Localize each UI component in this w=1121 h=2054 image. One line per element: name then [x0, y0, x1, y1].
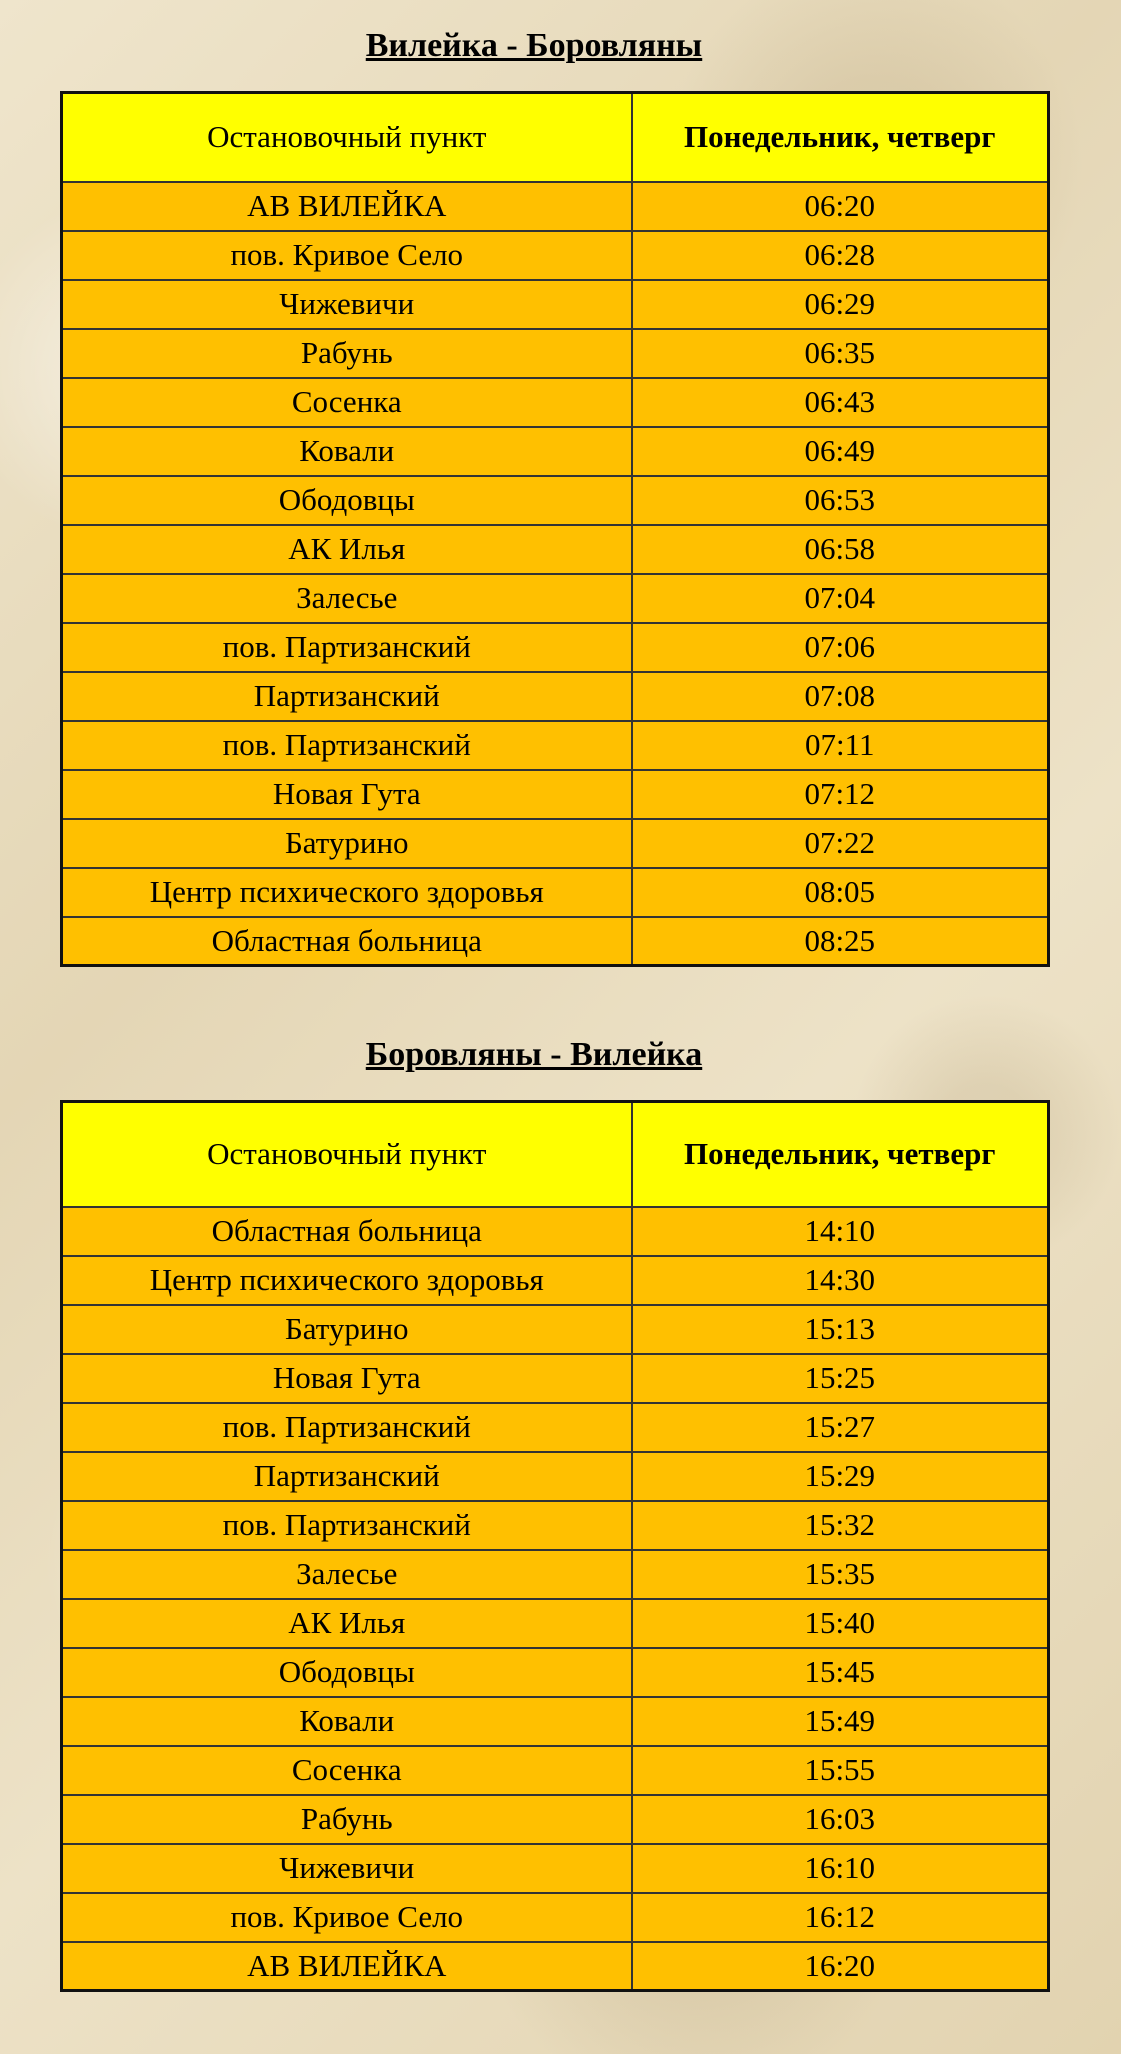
- table-row: [62, 1501, 1049, 1550]
- table-row: [62, 1403, 1049, 1452]
- departure-time-cell: 06:43: [632, 378, 1049, 427]
- table-row: [62, 231, 1049, 280]
- stop-name-cell: Ковали: [62, 427, 632, 476]
- stop-name-cell: пов. Кривое Село: [62, 231, 632, 280]
- departure-time-cell: 16:10: [632, 1844, 1049, 1893]
- table-row: [62, 476, 1049, 525]
- departure-time-cell: 15:13: [632, 1305, 1049, 1354]
- schedule-table: [60, 1100, 1050, 1992]
- departure-time-cell: 15:29: [632, 1452, 1049, 1501]
- schedule-table: [60, 91, 1050, 967]
- table-body: [62, 182, 1049, 966]
- stop-name-cell: Залесье: [62, 1550, 632, 1599]
- table-row: [62, 623, 1049, 672]
- departure-time-cell: 14:10: [632, 1207, 1049, 1256]
- stop-name-cell: Чижевичи: [62, 280, 632, 329]
- stop-name-cell: Ободовцы: [62, 1648, 632, 1697]
- stop-name-cell: Новая Гута: [62, 1354, 632, 1403]
- stop-name-cell: пов. Партизанский: [62, 623, 632, 672]
- stop-name-cell: пов. Партизанский: [62, 1403, 632, 1452]
- table-row: [62, 1550, 1049, 1599]
- departure-time-cell: 15:49: [632, 1697, 1049, 1746]
- table-row: [62, 917, 1049, 966]
- departure-time-cell: 14:30: [632, 1256, 1049, 1305]
- stop-name-cell: Ковали: [62, 1697, 632, 1746]
- departure-time-cell: 15:45: [632, 1648, 1049, 1697]
- table-row: [62, 1207, 1049, 1256]
- departure-time-cell: 07:22: [632, 819, 1049, 868]
- departure-time-cell: 15:40: [632, 1599, 1049, 1648]
- stop-name-cell: Новая Гута: [62, 770, 632, 819]
- table-row: [62, 672, 1049, 721]
- table-row: [62, 1942, 1049, 1991]
- stop-name-cell: Батурино: [62, 819, 632, 868]
- departure-time-cell: 07:11: [632, 721, 1049, 770]
- stop-name-cell: АК Илья: [62, 525, 632, 574]
- departure-time-cell: 06:28: [632, 231, 1049, 280]
- departure-time-cell: 07:08: [632, 672, 1049, 721]
- table-row: [62, 1354, 1049, 1403]
- departure-time-cell: 15:27: [632, 1403, 1049, 1452]
- column-header-stop: Остановочный пункт: [62, 1102, 632, 1207]
- stop-name-cell: пов. Кривое Село: [62, 1893, 632, 1942]
- departure-time-cell: 07:06: [632, 623, 1049, 672]
- column-header-stop: Остановочный пункт: [62, 93, 632, 182]
- table-row: [62, 1648, 1049, 1697]
- table-row: [62, 1697, 1049, 1746]
- departure-time-cell: 16:12: [632, 1893, 1049, 1942]
- column-header-days: Понедельник, четверг: [632, 1102, 1049, 1207]
- table-row: [62, 1305, 1049, 1354]
- table-row: [62, 427, 1049, 476]
- table-row: [62, 182, 1049, 231]
- table-row: [62, 1844, 1049, 1893]
- table-row: [62, 378, 1049, 427]
- stop-name-cell: Сосенка: [62, 378, 632, 427]
- stop-name-cell: Сосенка: [62, 1746, 632, 1795]
- departure-time-cell: 15:25: [632, 1354, 1049, 1403]
- table-row: [62, 1746, 1049, 1795]
- section-title: Боровляны - Вилейка: [365, 1036, 703, 1073]
- stop-name-cell: Рабунь: [62, 1795, 632, 1844]
- departure-time-cell: 06:29: [632, 280, 1049, 329]
- stop-name-cell: Областная больница: [62, 917, 632, 966]
- table-row: [62, 1795, 1049, 1844]
- table-header-row: [62, 1102, 1049, 1207]
- table-row: [62, 1452, 1049, 1501]
- stop-name-cell: Чижевичи: [62, 1844, 632, 1893]
- stop-name-cell: пов. Партизанский: [62, 1501, 632, 1550]
- stop-name-cell: Центр психического здоровья: [62, 868, 632, 917]
- stop-name-cell: Ободовцы: [62, 476, 632, 525]
- section-title: Вилейка - Боровляны: [365, 27, 703, 64]
- departure-time-cell: 07:12: [632, 770, 1049, 819]
- table-body: [62, 1207, 1049, 1991]
- departure-time-cell: 15:55: [632, 1746, 1049, 1795]
- departure-time-cell: 06:49: [632, 427, 1049, 476]
- stop-name-cell: пов. Партизанский: [62, 721, 632, 770]
- stop-name-cell: АВ ВИЛЕЙКА: [62, 1942, 632, 1991]
- stop-name-cell: Областная больница: [62, 1207, 632, 1256]
- departure-time-cell: 15:35: [632, 1550, 1049, 1599]
- table-row: [62, 721, 1049, 770]
- stop-name-cell: Партизанский: [62, 1452, 632, 1501]
- table-row: [62, 819, 1049, 868]
- table-header-row: [62, 93, 1049, 182]
- departure-time-cell: 06:53: [632, 476, 1049, 525]
- departure-time-cell: 08:05: [632, 868, 1049, 917]
- stop-name-cell: АК Илья: [62, 1599, 632, 1648]
- table-row: [62, 1599, 1049, 1648]
- stop-name-cell: Рабунь: [62, 329, 632, 378]
- stop-name-cell: Центр психического здоровья: [62, 1256, 632, 1305]
- table-row: [62, 329, 1049, 378]
- departure-time-cell: 06:20: [632, 182, 1049, 231]
- departure-time-cell: 06:58: [632, 525, 1049, 574]
- stop-name-cell: Залесье: [62, 574, 632, 623]
- departure-time-cell: 08:25: [632, 917, 1049, 966]
- stop-name-cell: Партизанский: [62, 672, 632, 721]
- stop-name-cell: АВ ВИЛЕЙКА: [62, 182, 632, 231]
- table-row: [62, 280, 1049, 329]
- table-row: [62, 525, 1049, 574]
- departure-time-cell: 16:20: [632, 1942, 1049, 1991]
- departure-time-cell: 07:04: [632, 574, 1049, 623]
- departure-time-cell: 06:35: [632, 329, 1049, 378]
- table-row: [62, 1893, 1049, 1942]
- departure-time-cell: 16:03: [632, 1795, 1049, 1844]
- table-row: [62, 1256, 1049, 1305]
- table-row: [62, 868, 1049, 917]
- departure-time-cell: 15:32: [632, 1501, 1049, 1550]
- table-row: [62, 574, 1049, 623]
- stop-name-cell: Батурино: [62, 1305, 632, 1354]
- table-row: [62, 770, 1049, 819]
- column-header-days: Понедельник, четверг: [632, 93, 1049, 182]
